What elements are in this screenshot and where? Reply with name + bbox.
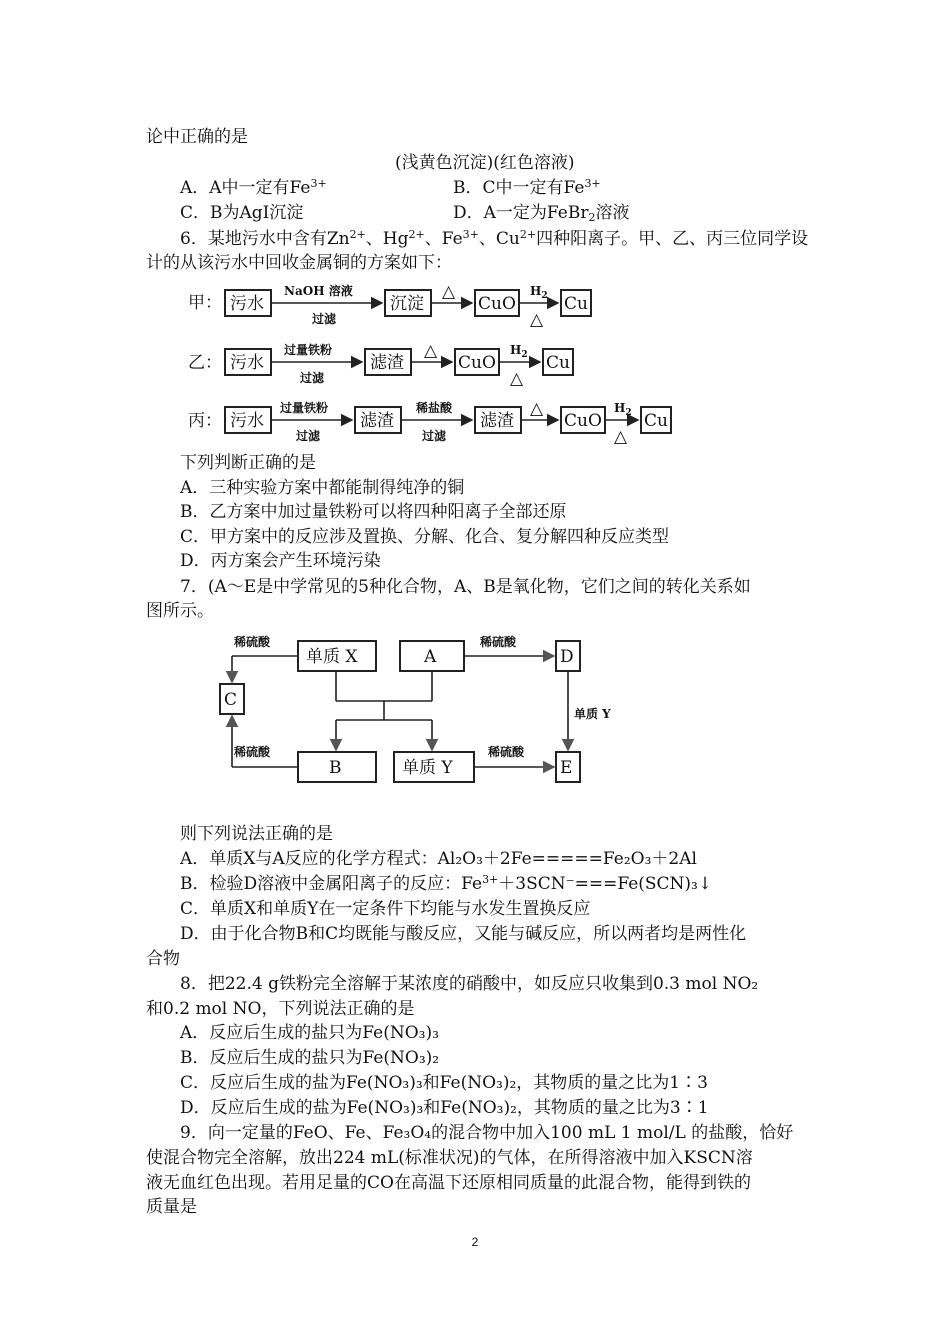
text-element-y: 单质 Y (402, 758, 453, 778)
q5-stem-end: 论中正确的是 (146, 127, 248, 147)
bing-sewage-text: 污水 (230, 411, 264, 431)
q7-option-d-line2: 合物 (146, 949, 180, 969)
q5-option-b: B．C中一定有$Fe^{3+}$ (453, 177, 601, 198)
q8-option-d: D．反应后生成的盐为Fe(NO₃)₃和Fe(NO₃)₂，其物质的量之比为3∶1 (180, 1098, 709, 1118)
q7-stem-line1: 7．(A～E是中学常见的5种化合物，A、B是氧化物，它们之间的转化关系如 (180, 577, 751, 597)
row-label-yi: 乙： (188, 353, 222, 373)
q9-stem-line1: 9．向一定量的FeO、Fe、Fe₃O₄的混合物中加入100 mL 1 mol/L 的盐酸，恰好 (180, 1123, 794, 1143)
label-x-h2so4: 稀硫酸 (234, 635, 271, 649)
jia-cu-text: Cu (564, 294, 588, 314)
q6-option-d: D．丙方案会产生环境污染 (180, 551, 381, 571)
yi-reagent-fe: 过量铁粉 (284, 343, 333, 357)
jia-heat-symbol: △ (442, 282, 456, 302)
yi-cu-text: Cu (546, 353, 570, 373)
q6-option-b: B．乙方案中加过量铁粉可以将四种阳离子全部还原 (180, 502, 567, 522)
bing-reagent-hcl: 稀盐酸 (416, 401, 453, 415)
jia-precipitate-text: 沉淀 (390, 294, 424, 314)
row-label-jia: 甲： (188, 293, 222, 313)
jia-reagent-naoh: NaOH 溶液 (284, 284, 353, 298)
q7-option-a: A．单质X与A反应的化学方程式：Al₂O₃＋2Fe=====Fe₂O₃＋2Al (180, 849, 697, 869)
q7-option-c: C．单质X和单质Y在一定条件下均能与水发生置换反应 (180, 899, 591, 919)
bing-cu-text: Cu (644, 411, 668, 431)
bing-filter-label-2: 过滤 (422, 429, 447, 443)
text-e: E (560, 758, 573, 778)
text-c: C (224, 690, 238, 710)
q8-option-c: C．反应后生成的盐为Fe(NO₃)₃和Fe(NO₃)₂，其物质的量之比为1∶3 (180, 1073, 708, 1093)
q6-question: 下列判断正确的是 (180, 453, 316, 473)
text-b: B (329, 758, 342, 778)
label-elem-y: 单质 Y (574, 707, 611, 721)
yi-heat-symbol-2: △ (510, 369, 524, 389)
label-a-h2so4: 稀硫酸 (480, 635, 517, 649)
q6-flow-diagram (180, 275, 680, 445)
q8-option-a: A．反应后生成的盐只为Fe(NO₃)₃ (180, 1023, 439, 1043)
page-number: 2 (471, 1235, 479, 1249)
jia-filter-label: 过滤 (312, 312, 337, 326)
jia-h2-label: $H_2$ (530, 284, 548, 301)
yi-heat-symbol: △ (424, 341, 438, 361)
label-y-h2so4: 稀硫酸 (488, 745, 525, 759)
q6-stem-line2: 计的从该污水中回收金属铜的方案如下： (146, 253, 452, 273)
q5-option-d: D．A一定为FeBr$_2$溶液 (453, 203, 630, 224)
q7-option-d-line1: D．由于化合物B和C均既能与酸反应，又能与碱反应，所以两者均是两性化 (180, 924, 747, 944)
row-label-bing: 丙： (188, 411, 222, 431)
bing-h2-label: $H_2$ (614, 401, 632, 418)
q9-stem-line2: 使混合物完全溶解，放出224 mL(标准状况)的气体，在所得溶液中加入KSCN溶 (146, 1148, 753, 1168)
bing-heat-symbol-2: △ (614, 427, 628, 445)
yi-filter-label: 过滤 (300, 371, 325, 385)
bing-filter-label: 过滤 (296, 429, 321, 443)
bing-heat-symbol: △ (530, 399, 544, 419)
yi-h2-label: $H_2$ (510, 343, 528, 360)
jia-cuo-text: CuO (478, 294, 516, 314)
q5-note: (浅黄色沉淀)(红色溶液) (395, 153, 575, 173)
q8-stem-line2: 和0.2 mol NO，下列说法正确的是 (146, 999, 415, 1019)
q6-option-a: A．三种实验方案中都能制得纯净的铜 (180, 478, 465, 498)
bing-residue-text-1: 滤渣 (360, 411, 394, 431)
q6-option-c: C．甲方案中的反应涉及置换、分解、化合、复分解四种反应类型 (180, 527, 670, 547)
q7-option-b: B．检验D溶液中金属阳离子的反应：$Fe^{3+}+3SCN^-===Fe(SCN)_3↓$ (180, 873, 713, 894)
label-b-h2so4: 稀硫酸 (234, 745, 271, 759)
q8-option-b: B．反应后生成的盐只为Fe(NO₃)₂ (180, 1048, 440, 1068)
text-d: D (560, 647, 574, 667)
q7-stem-line2: 图所示。 (146, 601, 214, 621)
text-a: A (424, 647, 437, 667)
bing-residue-text-2: 滤渣 (480, 411, 514, 431)
q6-stem-line1: 6．某地污水中含有$Zn^{2+}$、$Hg^{2+}$、$Fe^{3+}$、$Cu^{2+}$四种阳离子。甲、乙、丙三位同学设 (180, 228, 809, 249)
q7-question: 则下列说法正确的是 (180, 824, 333, 844)
q5-option-c: C．B为AgI沉淀 (180, 203, 304, 223)
yi-sewage-text: 污水 (230, 353, 264, 373)
bing-cuo-text: CuO (564, 411, 602, 431)
jia-heat-symbol-2: △ (530, 310, 544, 330)
q5-option-a: A．A中一定有$Fe^{3+}$ (180, 177, 327, 198)
q9-stem-line3: 液无血红色出现。若用足量的CO在高温下还原相同质量的此混合物，能得到铁的 (146, 1173, 751, 1193)
q8-stem-line1: 8．把22.4 g铁粉完全溶解于某浓度的硝酸中，如反应只收集到0.3 mol NO₂ (180, 974, 759, 994)
bing-reagent-fe: 过量铁粉 (280, 401, 329, 415)
yi-residue-text: 滤渣 (370, 353, 404, 373)
q7-relation-diagram (210, 628, 650, 793)
text-element-x: 单质 X (306, 647, 358, 667)
q9-stem-line4: 质量是 (146, 1197, 197, 1217)
jia-sewage-text: 污水 (230, 294, 264, 314)
yi-cuo-text: CuO (458, 353, 496, 373)
